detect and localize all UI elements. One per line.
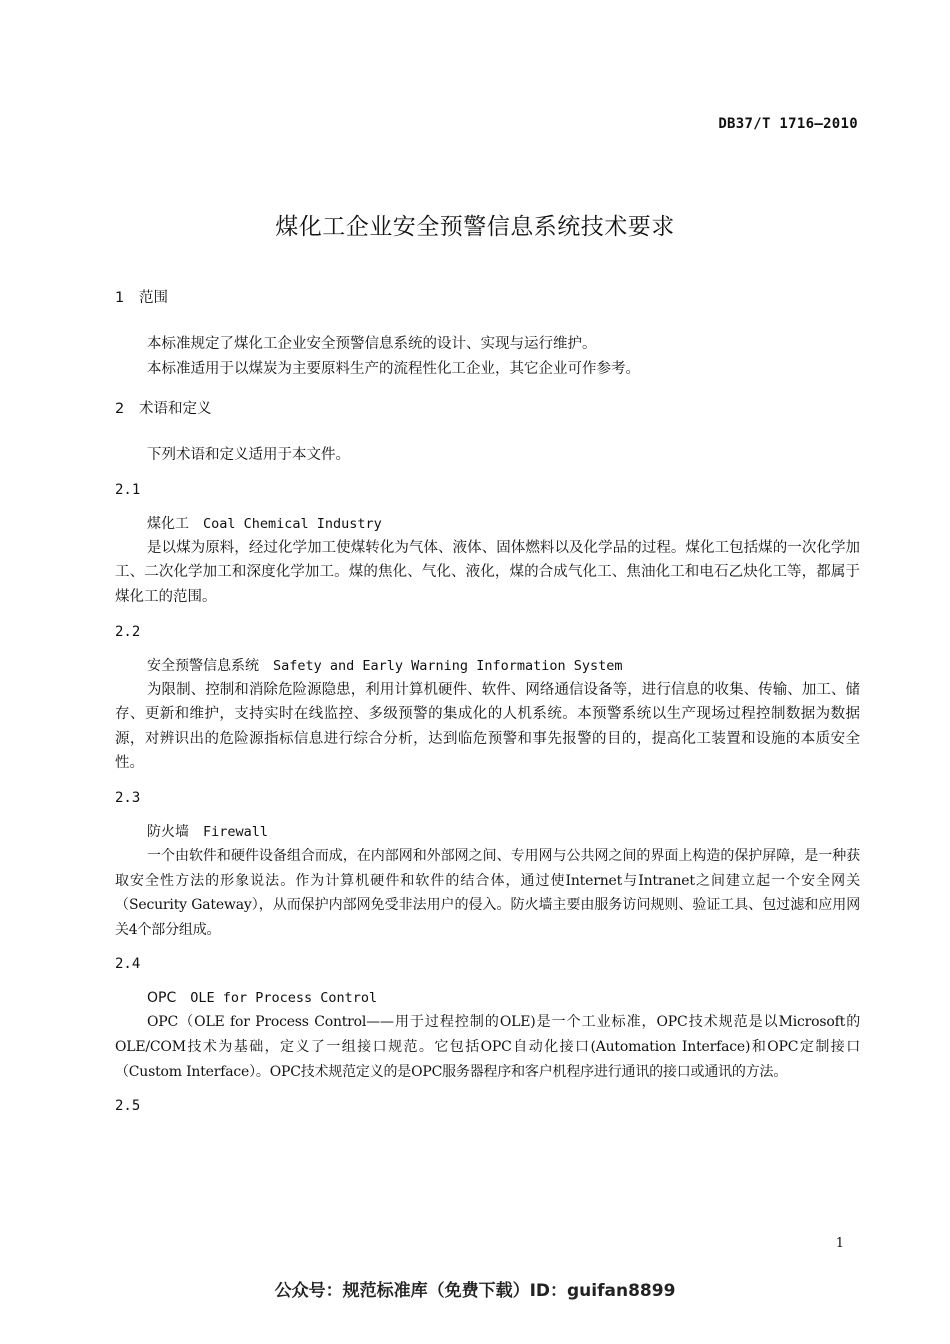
term-definition: OPC（OLE for Process Control——用于过程控制的OLE)是一个工业标准，OPC技术规范是以Microsoft的OLE/COM技术为基础，定义了一组接口规范。它包括OPC自动化接口(Automation Interface)和OPC定制接口（Custom Interface）。OPC技术规范定义的是OPC服务器程序和客户机程序进行通讯的接口或通讯的方法。 bbox=[115, 1014, 860, 1080]
term-number: 2.4 bbox=[115, 956, 141, 973]
term-number: 2.1 bbox=[115, 481, 141, 498]
terms-intro: 下列术语和定义适用于本文件。 bbox=[147, 447, 350, 464]
term-number: 2.3 bbox=[115, 789, 141, 806]
section-number: 2 bbox=[115, 401, 125, 418]
term-english: Coal Chemical Industry bbox=[203, 515, 382, 532]
footer-watermark: 公众号：规范标准库（免费下载）ID：guifan8899 bbox=[274, 1281, 676, 1301]
section-number: 1 bbox=[115, 290, 125, 306]
term-heading bbox=[115, 512, 860, 536]
term-heading bbox=[115, 654, 860, 678]
term-chinese: 安全预警信息系统 bbox=[147, 657, 259, 674]
term-chinese: 防火墙 bbox=[147, 823, 189, 840]
term-heading bbox=[115, 986, 860, 1010]
term-number: 2.2 bbox=[115, 623, 141, 640]
term-chinese: 煤化工 bbox=[147, 515, 189, 532]
scope-paragraph-1: 本标准规定了煤化工企业安全预警信息系统的设计、实现与运行维护。 bbox=[147, 336, 597, 352]
term-definition: 为限制、控制和消除危险源隐患，利用计算机硬件、软件、网络通信设备等，进行信息的收集、传输、加工、储存、更新和维护，支持实时在线监控、多级预警的集成化的人机系统。本预警系统以生产现场过程控制数据为数据源，对辨识出的危险源指标信息进行综合分析，达到临危预警和事先报警的目的，提高化工装置和设施的本质安全性。 bbox=[115, 681, 860, 772]
term-english: Firewall bbox=[203, 823, 269, 840]
standard-code: DB37/T 1716—2010 bbox=[718, 116, 858, 132]
term-heading bbox=[115, 820, 860, 844]
page-number: 1 bbox=[835, 1236, 844, 1251]
term-definition: 是以煤为原料，经过化学加工使煤转化为气体、液体、固体燃料以及化学品的过程。煤化工包括煤的一次化学加工、二次化学加工和深度化学加工。煤的焦化、气化、液化，煤的合成气化工、焦油化工和电石乙炔化工等，都属于煤化工的范围。 bbox=[115, 539, 860, 605]
term-english: OLE for Process Control bbox=[190, 990, 378, 1007]
document-body bbox=[115, 286, 860, 1118]
document-title: 煤化工企业安全预警信息系统技术要求 bbox=[275, 214, 675, 240]
term-definition: 一个由软件和硬件设备组合而成，在内部网和外部网之间、专用网与公共网之间的界面上构造的保护屏障，是一种获取安全性方法的形象说法。作为计算机硬件和软件的结合体，通过使Internet与Intranet之间建立起一个安全网关（Security Gateway），从而保护内部网免受非法用户的侵入。防火墙主要由服务访问规则、验证工具、包过滤和应用网关4个部分组成。 bbox=[115, 847, 860, 938]
section-title: 范围 bbox=[139, 290, 168, 306]
section-heading-scope bbox=[115, 286, 860, 310]
term-number: 2.5 bbox=[115, 1098, 141, 1115]
section-heading-terms bbox=[115, 397, 860, 421]
scope-paragraph-2: 本标准适用于以煤炭为主要原料生产的流程性化工企业，其它企业可作参考。 bbox=[147, 360, 640, 377]
term-english: Safety and Early Warning Information System bbox=[273, 657, 623, 674]
term-chinese: OPC bbox=[147, 990, 177, 1007]
section-title: 术语和定义 bbox=[139, 401, 212, 418]
